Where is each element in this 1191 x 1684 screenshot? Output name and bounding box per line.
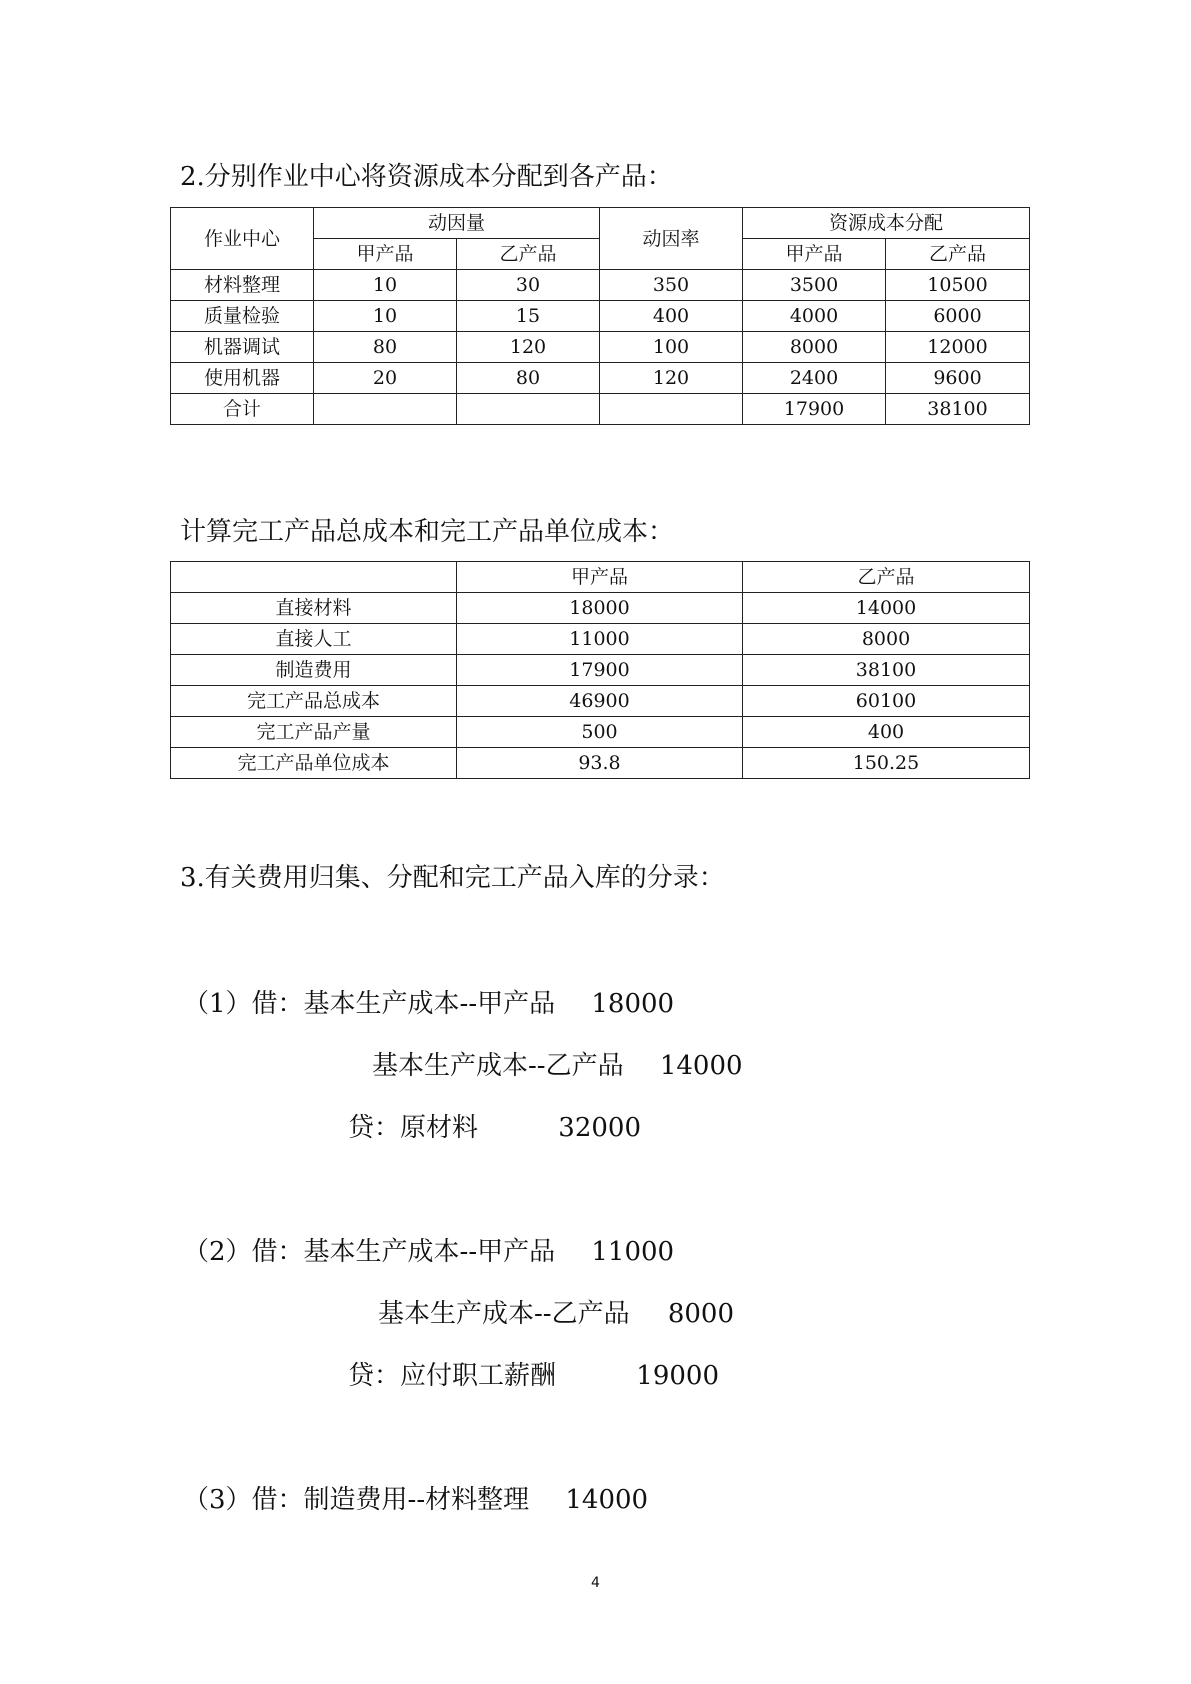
cell-item: 直接人工 bbox=[171, 624, 457, 655]
entry-amount: 19000 bbox=[636, 1361, 719, 1391]
header-alloc-prod-b: 乙产品 bbox=[886, 239, 1030, 270]
header-driver-rate: 动因率 bbox=[600, 208, 743, 270]
entry-text: （2）借：基本生产成本--甲产品 bbox=[183, 1237, 556, 1267]
cell-alloc-a: 4000 bbox=[743, 301, 886, 332]
table-row bbox=[171, 624, 1030, 655]
cell-qty-a: 80 bbox=[314, 332, 457, 363]
cell-item: 直接材料 bbox=[171, 593, 457, 624]
entry-amount: 18000 bbox=[591, 989, 675, 1019]
cell-rate: 100 bbox=[600, 332, 743, 363]
table-row bbox=[171, 301, 1030, 332]
entry-amount: 14000 bbox=[659, 1051, 743, 1081]
table-row bbox=[171, 593, 1030, 624]
cell-alloc-a: 3500 bbox=[743, 270, 886, 301]
cell-alloc-a: 8000 bbox=[743, 332, 886, 363]
cell-a: 17900 bbox=[457, 655, 743, 686]
table-row bbox=[171, 363, 1030, 394]
header-center: 作业中心 bbox=[171, 208, 314, 270]
cell-item: 完工产品总成本 bbox=[171, 686, 457, 717]
cell-qty-b: 80 bbox=[457, 363, 600, 394]
table-row bbox=[171, 655, 1030, 686]
allocation-table bbox=[170, 207, 1030, 425]
cell-qty-a: 20 bbox=[314, 363, 457, 394]
cell-center: 机器调试 bbox=[171, 332, 314, 363]
journal-entry-line bbox=[372, 1049, 743, 1083]
table-row bbox=[171, 686, 1030, 717]
journal-entry-line bbox=[183, 1483, 648, 1517]
page-number: 4 bbox=[591, 1575, 600, 1591]
cell-qty-b: 30 bbox=[457, 270, 600, 301]
cell-qty-b bbox=[457, 394, 600, 425]
cell-center: 质量检验 bbox=[171, 301, 314, 332]
cell-b: 38100 bbox=[743, 655, 1030, 686]
cell-qty-a bbox=[314, 394, 457, 425]
cell-a: 46900 bbox=[457, 686, 743, 717]
cell-rate: 120 bbox=[600, 363, 743, 394]
table-row bbox=[171, 332, 1030, 363]
cell-alloc-b: 38100 bbox=[886, 394, 1030, 425]
cell-rate: 350 bbox=[600, 270, 743, 301]
journal-entry-line bbox=[348, 1359, 719, 1393]
header-alloc-prod-a: 甲产品 bbox=[743, 239, 886, 270]
cell-b: 150.25 bbox=[743, 748, 1030, 779]
cell-alloc-b: 10500 bbox=[886, 270, 1030, 301]
table-total-row bbox=[171, 394, 1030, 425]
cell-a: 11000 bbox=[457, 624, 743, 655]
header-driver-qty: 动因量 bbox=[314, 208, 600, 239]
entry-amount: 8000 bbox=[667, 1299, 735, 1329]
costs-heading: 计算完工产品总成本和完工产品单位成本： bbox=[180, 517, 675, 547]
table-header-row bbox=[171, 562, 1030, 593]
header-prod-a: 甲产品 bbox=[457, 562, 743, 593]
cell-center: 使用机器 bbox=[171, 363, 314, 394]
table-row bbox=[171, 748, 1030, 779]
entry-text: 基本生产成本--乙产品 bbox=[378, 1299, 630, 1329]
cell-qty-a: 10 bbox=[314, 301, 457, 332]
cell-rate: 400 bbox=[600, 301, 743, 332]
cell-alloc-b: 12000 bbox=[886, 332, 1030, 363]
header-item bbox=[171, 562, 457, 593]
cell-b: 60100 bbox=[743, 686, 1030, 717]
header-prod-b: 乙产品 bbox=[743, 562, 1030, 593]
cell-center: 材料整理 bbox=[171, 270, 314, 301]
entry-text: 贷：原材料 bbox=[348, 1113, 479, 1143]
cell-item: 制造费用 bbox=[171, 655, 457, 686]
entry-amount: 14000 bbox=[565, 1485, 649, 1515]
section2-heading: 2.分别作业中心将资源成本分配到各产品： bbox=[180, 162, 673, 192]
entry-amount: 11000 bbox=[591, 1237, 675, 1267]
journal-entry-line bbox=[183, 987, 674, 1021]
cell-b: 14000 bbox=[743, 593, 1030, 624]
journal-entry-line bbox=[183, 1235, 674, 1269]
cell-alloc-b: 6000 bbox=[886, 301, 1030, 332]
cell-qty-b: 120 bbox=[457, 332, 600, 363]
cell-a: 93.8 bbox=[457, 748, 743, 779]
table-row bbox=[171, 717, 1030, 748]
unit-cost-table bbox=[170, 561, 1030, 779]
entry-text: 基本生产成本--乙产品 bbox=[372, 1051, 624, 1081]
header-qty-prod-b: 乙产品 bbox=[457, 239, 600, 270]
entry-text: （3）借：制造费用--材料整理 bbox=[183, 1485, 530, 1515]
cell-center: 合计 bbox=[171, 394, 314, 425]
table-row bbox=[171, 270, 1030, 301]
cell-alloc-a: 17900 bbox=[743, 394, 886, 425]
cell-alloc-b: 9600 bbox=[886, 363, 1030, 394]
section3-heading: 3.有关费用归集、分配和完工产品入库的分录： bbox=[180, 863, 725, 893]
cell-b: 8000 bbox=[743, 624, 1030, 655]
table-header-row bbox=[171, 208, 1030, 239]
entry-text: 贷：应付职工薪酬 bbox=[348, 1361, 557, 1391]
header-allocation: 资源成本分配 bbox=[743, 208, 1030, 239]
cell-a: 18000 bbox=[457, 593, 743, 624]
cell-b: 400 bbox=[743, 717, 1030, 748]
header-qty-prod-a: 甲产品 bbox=[314, 239, 457, 270]
journal-entry-line bbox=[348, 1111, 641, 1145]
cell-item: 完工产品单位成本 bbox=[171, 748, 457, 779]
cell-item: 完工产品产量 bbox=[171, 717, 457, 748]
cell-alloc-a: 2400 bbox=[743, 363, 886, 394]
journal-entry-line bbox=[378, 1297, 734, 1331]
cell-qty-b: 15 bbox=[457, 301, 600, 332]
entry-text: （1）借：基本生产成本--甲产品 bbox=[183, 989, 556, 1019]
cell-a: 500 bbox=[457, 717, 743, 748]
cell-qty-a: 10 bbox=[314, 270, 457, 301]
entry-amount: 32000 bbox=[558, 1113, 641, 1143]
cell-rate bbox=[600, 394, 743, 425]
